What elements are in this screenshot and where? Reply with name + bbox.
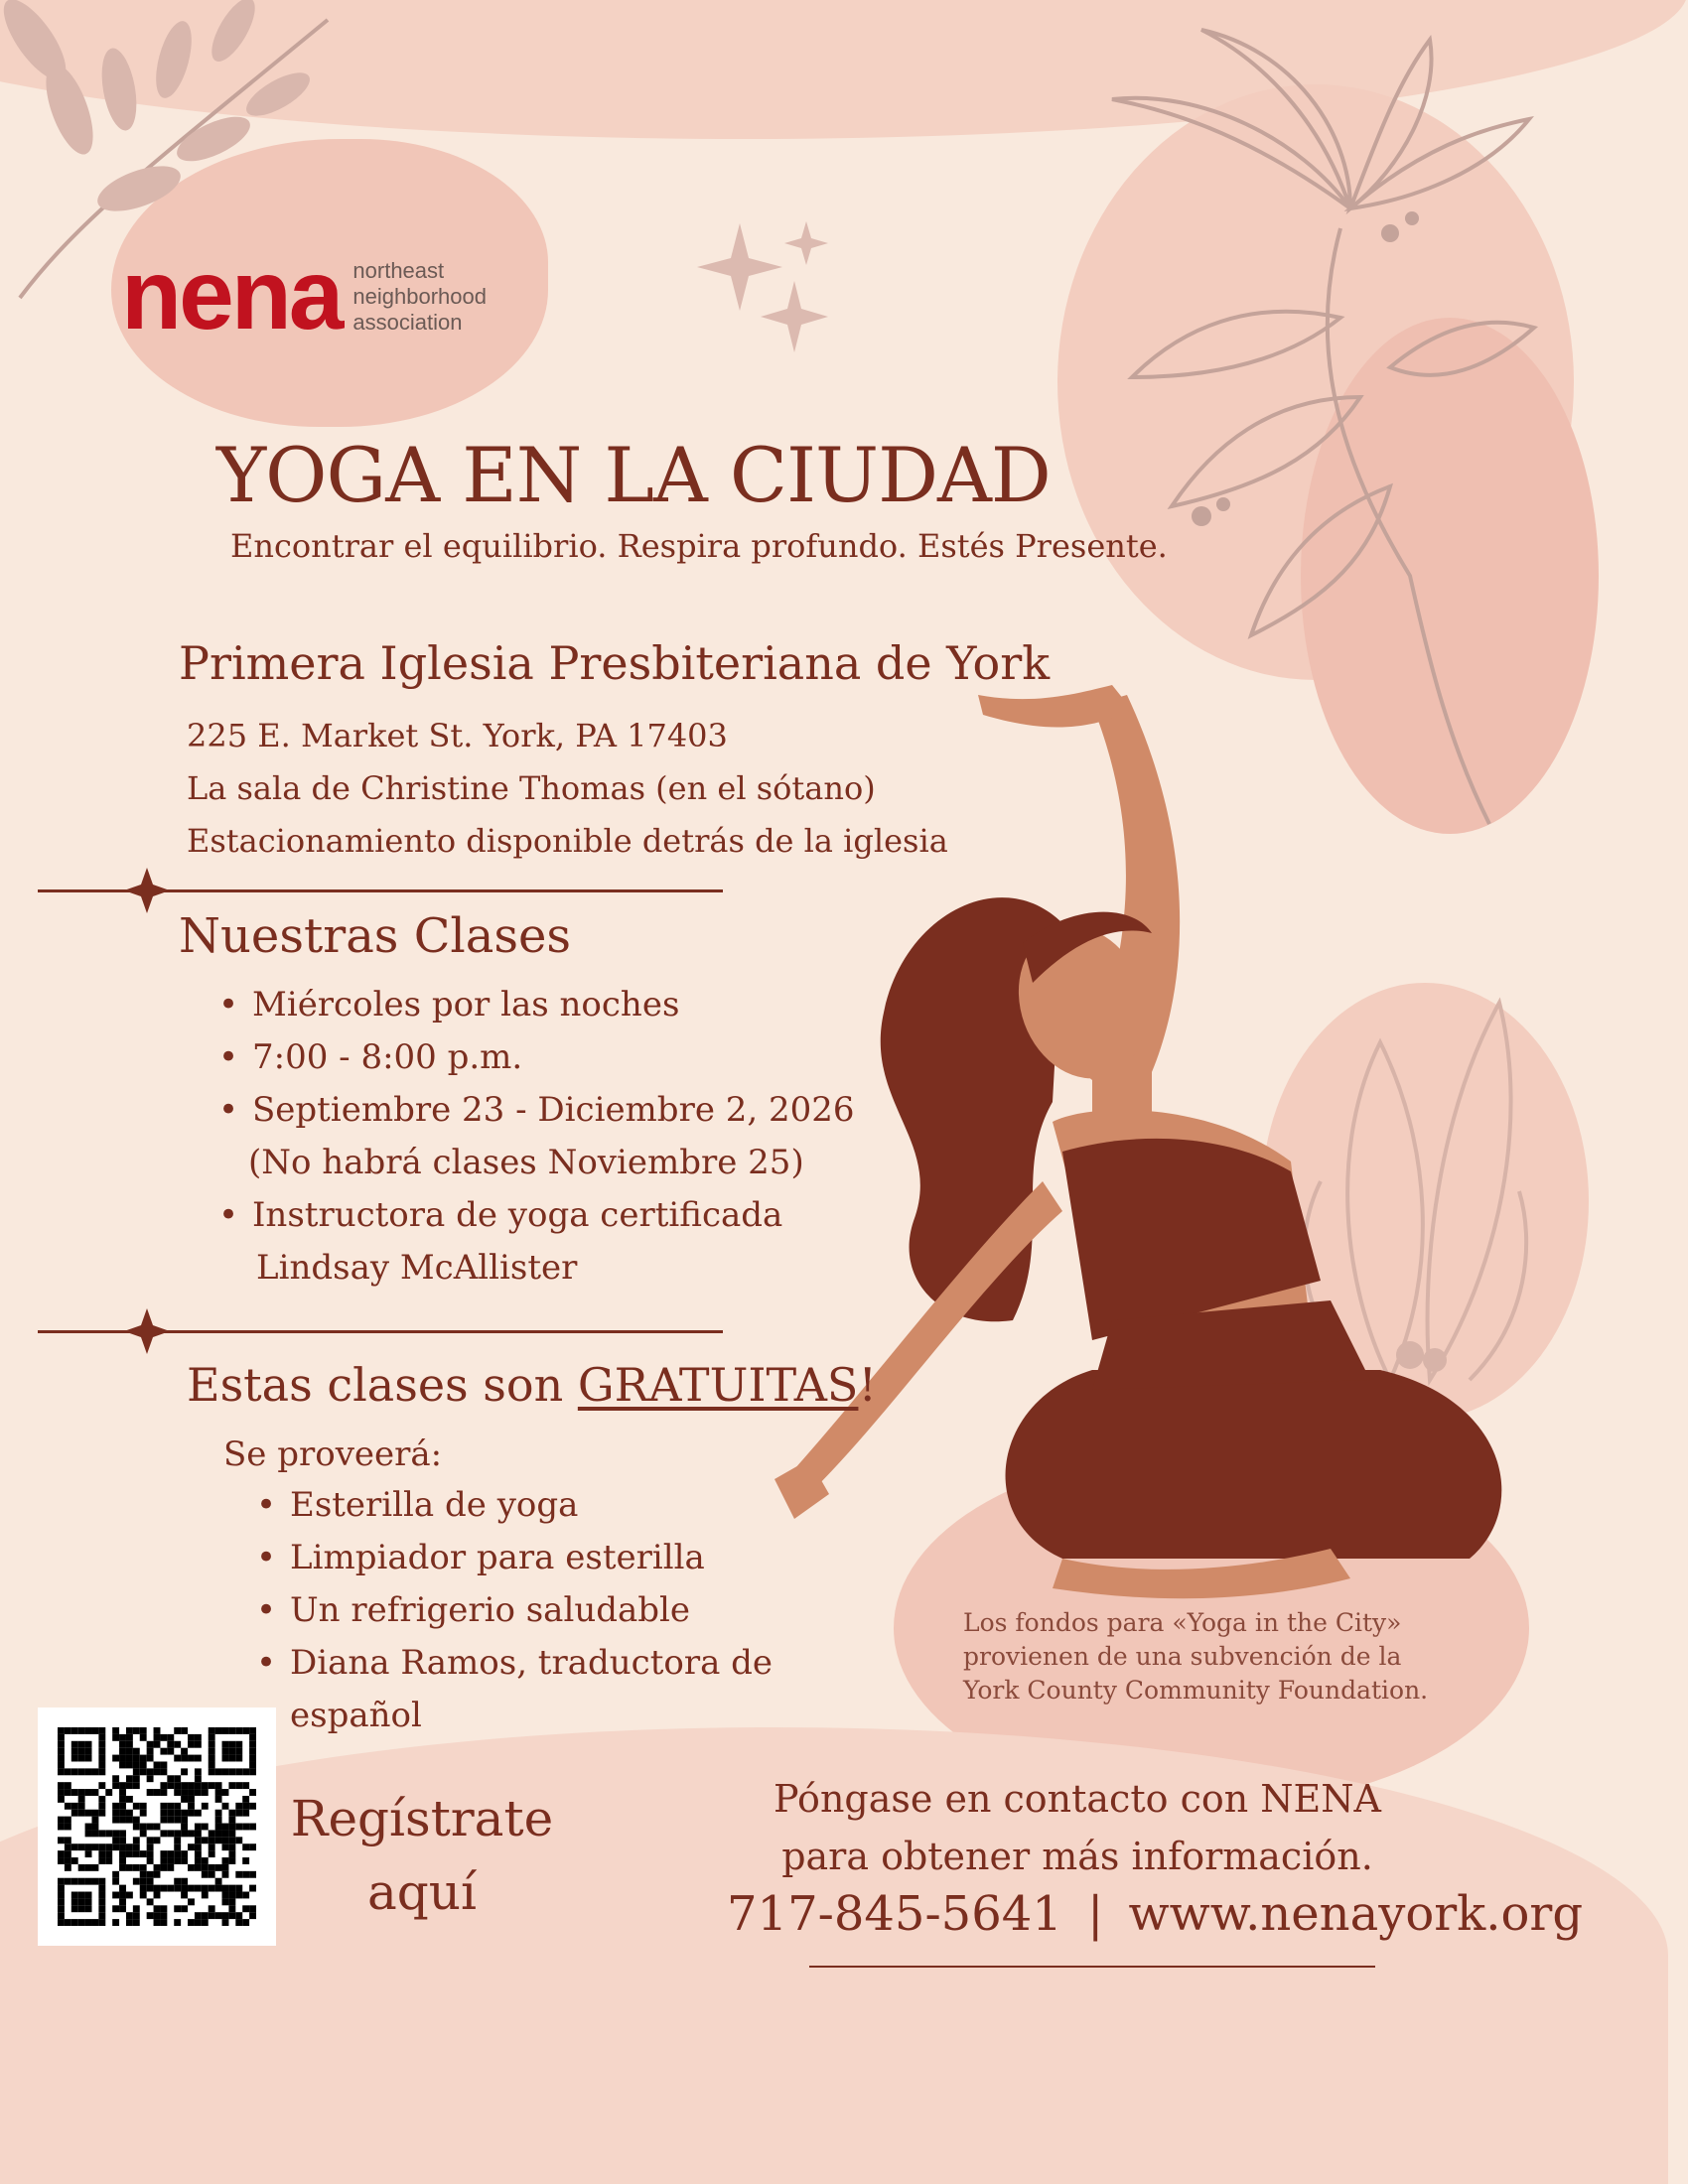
free-heading-suffix: ! <box>858 1358 877 1412</box>
logo-tagline <box>352 258 487 336</box>
register-link[interactable] <box>288 1782 556 1929</box>
venue-details <box>187 710 948 868</box>
contact-line-2: para obtener más información. <box>781 1835 1373 1878</box>
list-item: • Limpiador para esterilla <box>256 1532 812 1584</box>
logo-line-2: neighborhood <box>352 284 487 309</box>
divider-sparkle-icon <box>124 1308 170 1354</box>
sparkle-icon <box>695 213 834 362</box>
venue-parking: Estacionamiento disponible detrás de la iglesia <box>187 822 948 860</box>
qr-code[interactable] <box>38 1707 276 1946</box>
free-heading-prefix: Estas clases son <box>187 1358 578 1412</box>
contact-details <box>727 1884 1583 1944</box>
venue-room: La sala de Christine Thomas (en el sótano) <box>187 769 876 807</box>
instructor-name: Lindsay McAllister <box>256 1248 578 1288</box>
list-item: • Un refrigerio saludable <box>256 1584 812 1637</box>
funding-note <box>963 1606 1428 1707</box>
provided-list-continuation: español <box>290 1696 422 1735</box>
logo-line-1: northeast <box>352 258 445 283</box>
list-item: • Esterilla de yoga <box>256 1479 812 1532</box>
provided-list <box>256 1479 812 1690</box>
contact-separator: | <box>1087 1886 1104 1942</box>
provided-label: Se proveerá: <box>223 1434 443 1474</box>
qr-code-image <box>38 1707 276 1946</box>
phone-number[interactable]: 717-845-5641 <box>727 1886 1062 1942</box>
funding-line-3: York County Community Foundation. <box>963 1676 1429 1705</box>
free-heading-emphasis: GRATUITAS <box>577 1358 859 1412</box>
classes-note: (No habrá clases Noviembre 25) <box>248 1143 804 1182</box>
list-item: • Miércoles por las noches <box>218 979 914 1031</box>
free-heading <box>187 1355 877 1415</box>
contact-underline <box>809 1966 1375 1968</box>
contact-block <box>685 1770 1470 1885</box>
classes-heading: Nuestras Clases <box>179 908 572 964</box>
list-item: • Instructora de yoga certificada <box>218 1189 914 1242</box>
website-link[interactable]: www.nenayork.org <box>1128 1886 1584 1942</box>
classes-list-instructor <box>218 1189 914 1242</box>
venue-address: 225 E. Market St. York, PA 17403 <box>187 717 728 754</box>
classes-list <box>218 979 914 1137</box>
list-item: • Diana Ramos, traductora de <box>256 1637 812 1690</box>
logo-line-3: association <box>352 310 463 335</box>
page-tagline: Encontrar el equilibrio. Respira profundo. Estés Presente. <box>230 527 1168 565</box>
list-item: • Septiembre 23 - Diciembre 2, 2026 <box>218 1084 914 1137</box>
funding-line-1: Los fondos para «Yoga in the City» <box>963 1608 1402 1637</box>
list-item: • 7:00 - 8:00 p.m. <box>218 1031 914 1084</box>
logo-wordmark: nena <box>121 239 342 350</box>
funding-line-2: provienen de una subvención de la <box>963 1642 1402 1671</box>
page-title: YOGA EN LA CIUDAD <box>216 431 1051 519</box>
register-line-1: Regístrate <box>290 1790 554 1847</box>
venue-name: Primera Iglesia Presbiteriana de York <box>179 636 1051 690</box>
register-line-2: aquí <box>366 1863 477 1921</box>
divider-sparkle-icon <box>124 868 170 913</box>
nena-logo <box>121 239 487 350</box>
contact-line-1: Póngase en contacto con NENA <box>774 1777 1381 1821</box>
